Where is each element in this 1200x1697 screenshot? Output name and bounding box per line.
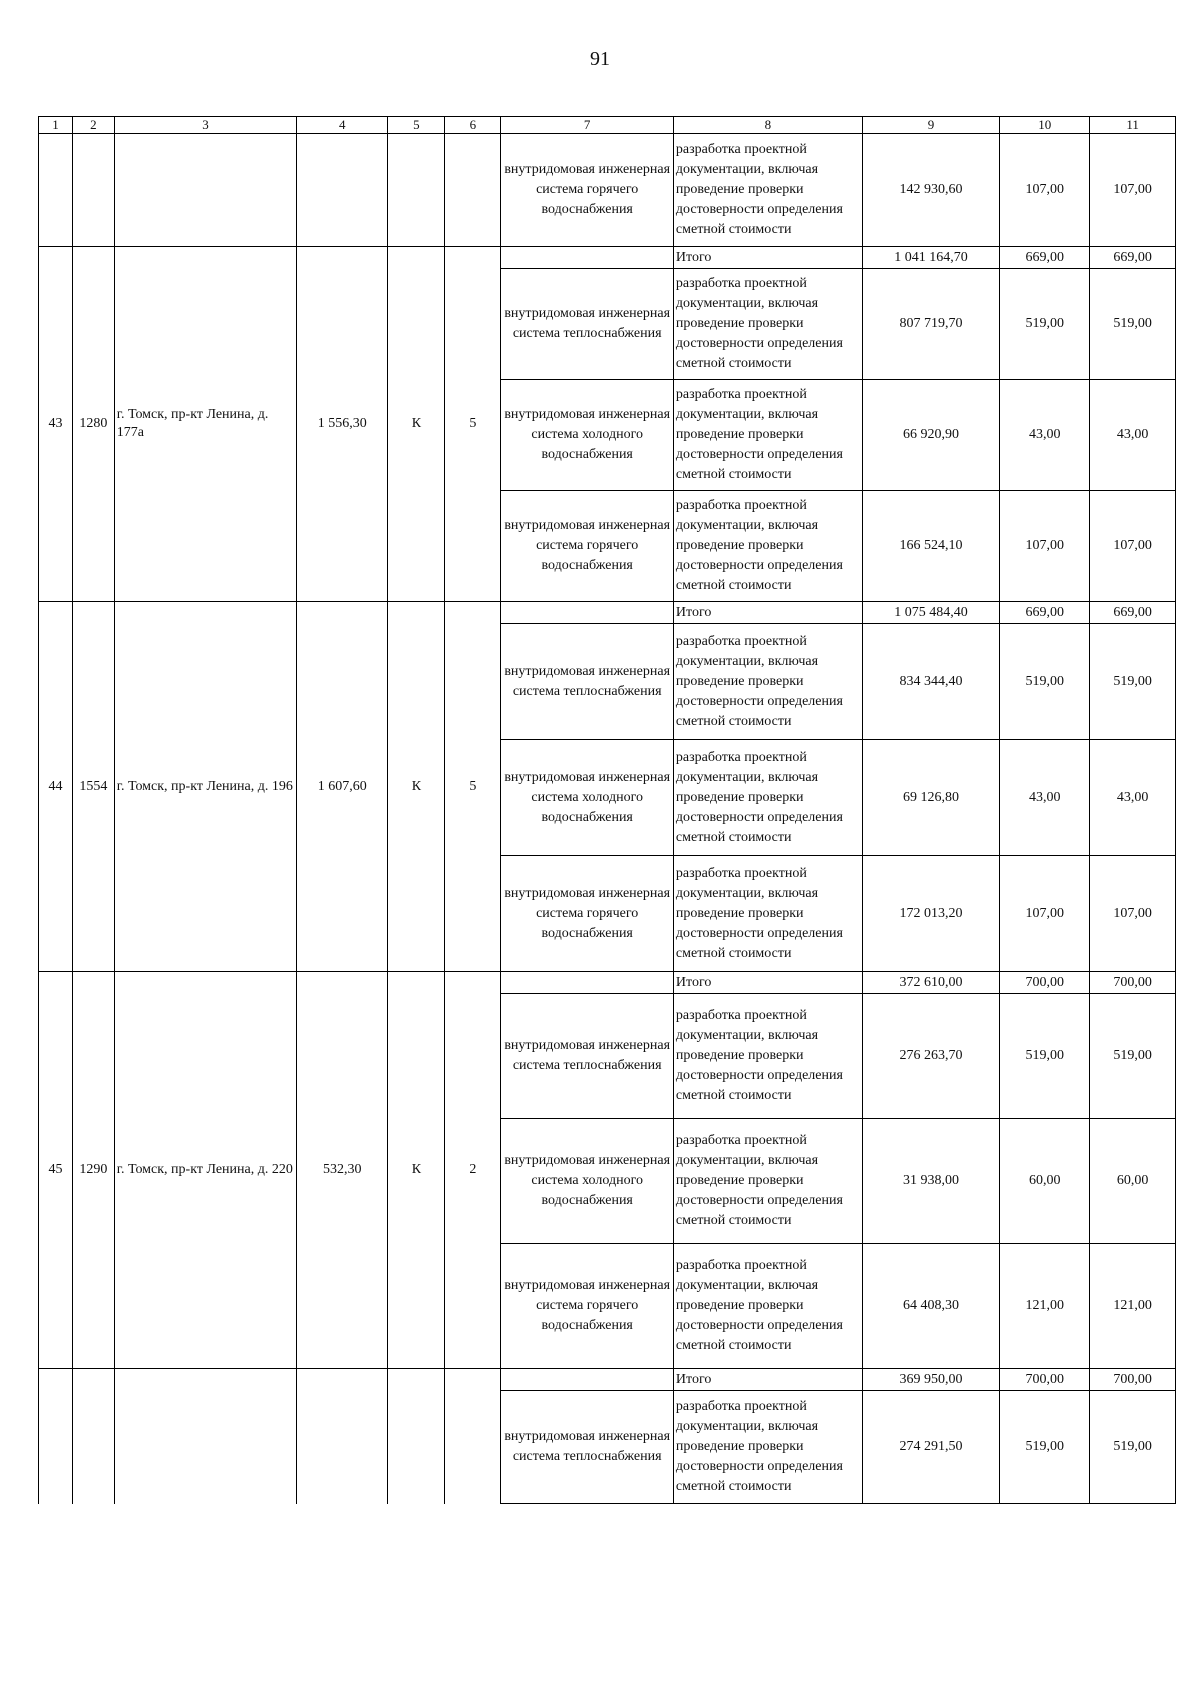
system-cell: внутридомовая инженерная система теплоснабжения [501,624,673,740]
empty-cell [39,134,73,247]
table-row [39,602,1176,624]
empty-cell [501,1369,673,1391]
system-cell: внутридомовая инженерная система теплоснабжения [501,994,673,1119]
empty-cell [73,134,115,247]
limit-cost-cell: 107,00 [1090,856,1176,972]
empty-cell [297,134,388,247]
limit-cost-cell: 121,00 [1090,1244,1176,1369]
floors-cell: 5 [445,602,501,972]
kind-cell: К [388,247,445,602]
unit-cost-cell: 519,00 [1000,624,1090,740]
limit-cost-cell: 43,00 [1090,740,1176,856]
table-row [39,247,1176,269]
work-type-cell: разработка проектной документации, включая проведение проверки достоверности определения сметной стоимости [673,740,862,856]
total-label-cell: Итого [673,972,862,994]
row-number-cell: 45 [39,972,73,1369]
unit-cost-cell: 519,00 [1000,1391,1090,1504]
header-cell: 5 [388,117,445,134]
cost-cell: 142 930,60 [862,134,999,247]
page-number: 91 [590,48,610,70]
cost-cell: 66 920,90 [862,380,999,491]
work-type-cell: разработка проектной документации, включая проведение проверки достоверности определения сметной стоимости [673,1119,862,1244]
empty-cell [73,1369,115,1504]
unit-cost-cell: 519,00 [1000,269,1090,380]
limit-cost-cell: 43,00 [1090,380,1176,491]
table-row [39,134,1176,247]
unit-cost-cell: 43,00 [1000,740,1090,856]
total-cost-cell: 372 610,00 [862,972,999,994]
table-row [39,1369,1176,1391]
row-number-cell: 43 [39,247,73,602]
empty-cell [114,134,296,247]
total-limit-cost-cell: 700,00 [1090,1369,1176,1391]
empty-cell [297,1369,388,1504]
total-unit-cost-cell: 700,00 [1000,972,1090,994]
header-cell: 11 [1090,117,1176,134]
empty-cell [114,1369,296,1504]
object-id-cell: 1290 [73,972,115,1369]
header-cell: 9 [862,117,999,134]
total-cost-cell: 1 041 164,70 [862,247,999,269]
unit-cost-cell: 519,00 [1000,994,1090,1119]
system-cell: внутридомовая инженерная система холодного водоснабжения [501,380,673,491]
empty-cell [388,134,445,247]
header-cell: 10 [1000,117,1090,134]
work-type-cell: разработка проектной документации, включая проведение проверки достоверности определения сметной стоимости [673,994,862,1119]
total-limit-cost-cell: 700,00 [1090,972,1176,994]
total-unit-cost-cell: 669,00 [1000,602,1090,624]
header-cell: 1 [39,117,73,134]
header-cell: 3 [114,117,296,134]
unit-cost-cell: 107,00 [1000,491,1090,602]
empty-cell [501,972,673,994]
limit-cost-cell: 519,00 [1090,624,1176,740]
limit-cost-cell: 519,00 [1090,1391,1176,1504]
unit-cost-cell: 43,00 [1000,380,1090,491]
limit-cost-cell: 60,00 [1090,1119,1176,1244]
floors-cell: 2 [445,972,501,1369]
cost-cell: 31 938,00 [862,1119,999,1244]
system-cell: внутридомовая инженерная система холодного водоснабжения [501,1119,673,1244]
work-type-cell: разработка проектной документации, включая проведение проверки достоверности определения сметной стоимости [673,1244,862,1369]
cost-cell: 807 719,70 [862,269,999,380]
system-cell: внутридомовая инженерная система горячего водоснабжения [501,1244,673,1369]
address-cell: г. Томск, пр-кт Ленина, д. 177а [114,247,296,602]
address-cell: г. Томск, пр-кт Ленина, д. 196 [114,602,296,972]
cost-cell: 834 344,40 [862,624,999,740]
system-cell: внутридомовая инженерная система теплоснабжения [501,1391,673,1504]
total-unit-cost-cell: 669,00 [1000,247,1090,269]
unit-cost-cell: 107,00 [1000,134,1090,247]
header-cell: 8 [673,117,862,134]
empty-cell [445,134,501,247]
total-label-cell: Итого [673,1369,862,1391]
header-cell: 7 [501,117,673,134]
kind-cell: К [388,602,445,972]
cost-cell: 64 408,30 [862,1244,999,1369]
total-label-cell: Итого [673,247,862,269]
object-id-cell: 1554 [73,602,115,972]
empty-cell [501,247,673,269]
limit-cost-cell: 519,00 [1090,269,1176,380]
empty-cell [39,1369,73,1504]
system-cell: внутридомовая инженерная система холодного водоснабжения [501,740,673,856]
kind-cell: К [388,972,445,1369]
cost-cell: 69 126,80 [862,740,999,856]
work-type-cell: разработка проектной документации, включая проведение проверки достоверности определения сметной стоимости [673,134,862,247]
work-type-cell: разработка проектной документации, включая проведение проверки достоверности определения сметной стоимости [673,269,862,380]
total-cost-cell: 369 950,00 [862,1369,999,1391]
limit-cost-cell: 519,00 [1090,994,1176,1119]
work-type-cell: разработка проектной документации, включая проведение проверки достоверности определения сметной стоимости [673,856,862,972]
total-limit-cost-cell: 669,00 [1090,602,1176,624]
system-cell: внутридомовая инженерная система теплоснабжения [501,269,673,380]
system-cell: внутридомовая инженерная система горячего водоснабжения [501,491,673,602]
object-id-cell: 1280 [73,247,115,602]
work-type-cell: разработка проектной документации, включая проведение проверки достоверности определения сметной стоимости [673,380,862,491]
total-unit-cost-cell: 700,00 [1000,1369,1090,1391]
work-type-cell: разработка проектной документации, включая проведение проверки достоверности определения сметной стоимости [673,624,862,740]
floors-cell: 5 [445,247,501,602]
header-cell: 6 [445,117,501,134]
header-row [39,117,1176,134]
header-cell: 2 [73,117,115,134]
empty-cell [388,1369,445,1504]
limit-cost-cell: 107,00 [1090,134,1176,247]
area-cell: 1 607,60 [297,602,388,972]
system-cell: внутридомовая инженерная система горячего водоснабжения [501,134,673,247]
empty-cell [445,1369,501,1504]
empty-cell [501,602,673,624]
capital-repair-table [38,116,1176,1504]
address-cell: г. Томск, пр-кт Ленина, д. 220 [114,972,296,1369]
unit-cost-cell: 121,00 [1000,1244,1090,1369]
header-cell: 4 [297,117,388,134]
total-cost-cell: 1 075 484,40 [862,602,999,624]
row-number-cell: 44 [39,602,73,972]
cost-cell: 276 263,70 [862,994,999,1119]
work-type-cell: разработка проектной документации, включая проведение проверки достоверности определения сметной стоимости [673,491,862,602]
unit-cost-cell: 60,00 [1000,1119,1090,1244]
cost-cell: 274 291,50 [862,1391,999,1504]
area-cell: 532,30 [297,972,388,1369]
limit-cost-cell: 107,00 [1090,491,1176,602]
unit-cost-cell: 107,00 [1000,856,1090,972]
system-cell: внутридомовая инженерная система горячего водоснабжения [501,856,673,972]
table-row [39,972,1176,994]
total-limit-cost-cell: 669,00 [1090,247,1176,269]
total-label-cell: Итого [673,602,862,624]
cost-cell: 166 524,10 [862,491,999,602]
area-cell: 1 556,30 [297,247,388,602]
work-type-cell: разработка проектной документации, включая проведение проверки достоверности определения сметной стоимости [673,1391,862,1504]
cost-cell: 172 013,20 [862,856,999,972]
